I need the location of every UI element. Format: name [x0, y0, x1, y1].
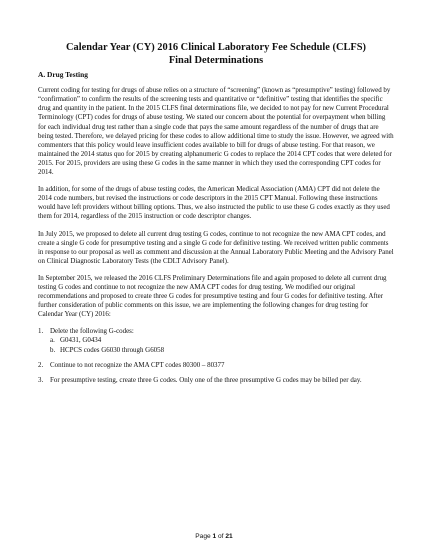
list-item-text: Delete the following G-codes: [50, 327, 134, 336]
page-total: 21 [225, 533, 233, 540]
section-heading: A. Drug Testing [38, 70, 88, 80]
list-item-1 [38, 327, 394, 354]
list-number: 2. [38, 360, 44, 369]
page-prefix: Page [195, 533, 213, 540]
document-title [38, 42, 394, 67]
sub-item-text: HCPCS codes G6030 through G6058 [60, 345, 165, 354]
paragraph-1: Current coding for testing for drugs of abuse relies on a structure of “screening” (known as “presumptive” testing) followed by “confirmation” to confirm the results of the screening tests and quantitative or “definitive” testing that identifies the specific drug and quantity in the patient. In the 2015 CLFS final determinations file, we decided to not pay for new Current Procedural Terminology (CPT) codes for drugs of abuse testing. We stated our concern about the potential for overpayment when billing for each individual drug test rather than a single code that pays the same amount regardless of the number of drugs that are being tested. Therefore, we delayed pricing for these codes to allow additional time to study the issue. However, we agreed with commenters that this policy would leave insufficient codes available to bill for drugs of abuse testing. For that reason, we maintained the 2014 status quo for 2015 by creating alphanumeric G codes to replace the 2014 CPT codes that were deleted for 2015. For 2015, providers are using these G codes in the same manner in which they used the corresponding CPT codes for 2014. [38, 86, 394, 177]
document-body [38, 42, 394, 391]
sub-letter: a. [50, 336, 55, 345]
list-item-2 [38, 361, 394, 370]
paragraph-3: In July 2015, we proposed to delete all current drug testing G codes, continue to not recognize the new AMA CPT codes, and create a single G code for presumptive testing and a single G code for definitive testing. We received written public comments in response to our proposal as well as comment and discussion at the Annual Laboratory Public Meeting and the Advisory Panel on Clinical Diagnostic Laboratory Tests (the CDLT Advisory Panel). [38, 229, 394, 265]
list-item-3 [38, 376, 394, 385]
sub-item-a [50, 336, 394, 345]
sub-item-b [50, 346, 394, 355]
list-item-text: Continue to not recognize the AMA CPT codes 80300 – 80377 [50, 360, 225, 369]
page-of: of [216, 533, 226, 540]
paragraph-2: In addition, for some of the drugs of abuse testing codes, the American Medical Association (AMA) CPT did not delete the 2014 code numbers, but revised the instructions or code descriptors in the 2015 CPT Manual. Following these instructions would have left providers without billing options. Thus, we also instructed the public to use these G codes exactly as they used them for 2014, regardless of the 2015 instruction or code descriptor changes. [38, 185, 390, 221]
list-body [50, 361, 394, 370]
page-footer [0, 533, 428, 540]
page-number: 1 [212, 533, 217, 540]
sub-letter: b. [50, 345, 56, 354]
list-number: 3. [38, 375, 44, 384]
title-line-1: Calendar Year (CY) 2016 Clinical Laboratory Fee Schedule (CLFS) [66, 42, 366, 53]
paragraph-4: In September 2015, we released the 2016 CLFS Preliminary Determinations file and again proposed to delete all current drug testing G codes and continue to not recognize the new AMA CPT codes for drug testing. We modified our original recommendations and proposed to create three G codes for presumptive testing and four G codes for definitive testing. After further consideration of public comments on this issue, we are implementing the following changes for drug testing for Calendar Year (CY) 2016: [38, 273, 387, 319]
list-item-text: For presumptive testing, create three G codes. Only one of the three presumptive G codes may be billed per day. [50, 375, 362, 384]
list-body [50, 376, 394, 385]
list-body [50, 327, 394, 354]
title-line-2: Final Determinations [168, 54, 264, 66]
sub-item-text: G0431, G0434 [60, 336, 102, 345]
list-number: 1. [38, 327, 44, 336]
